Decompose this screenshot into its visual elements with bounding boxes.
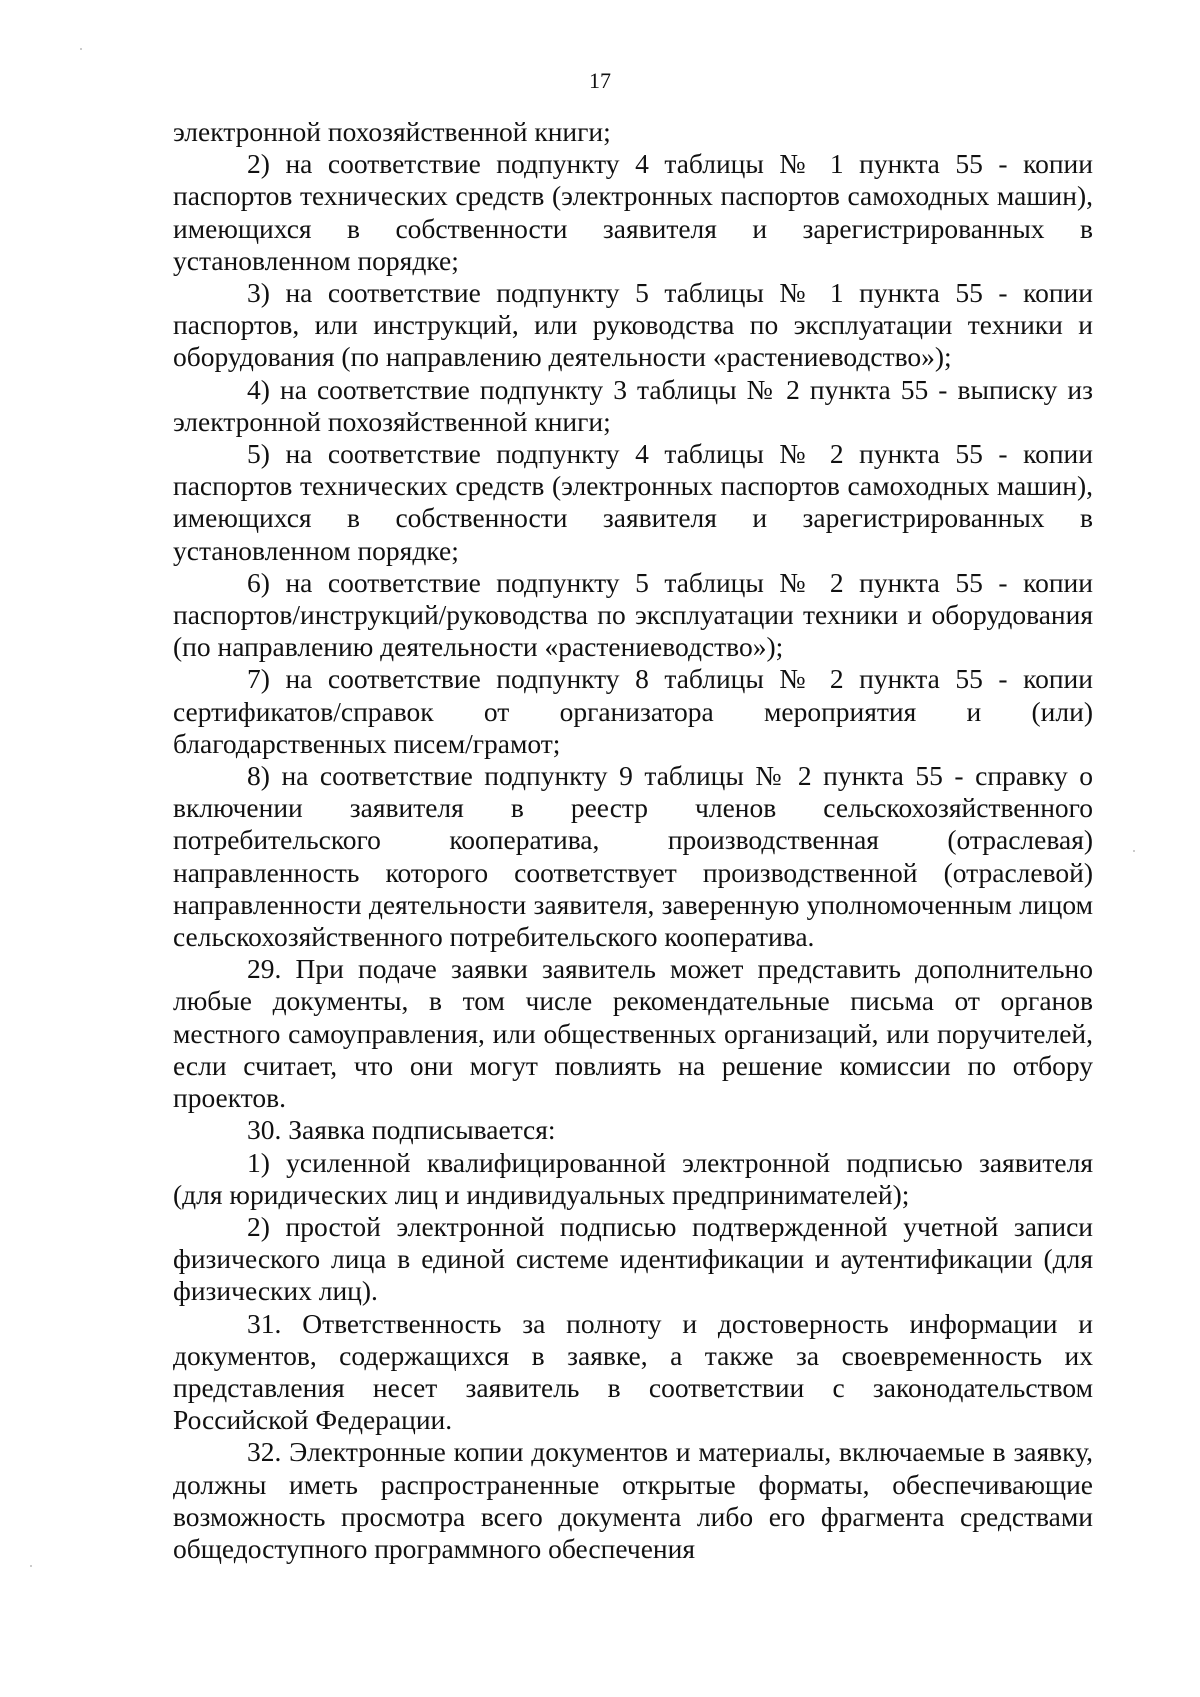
clause-32: 32. Электронные копии документов и материалы, включаемые в заявку, должны иметь распространенные открытые форматы, обеспечивающие возможность просмотра всего документа либо его фрагмента средствами общедоступного программного обеспечения bbox=[173, 1436, 1093, 1564]
list-item-6: 6) на соответствие подпункту 5 таблицы № 2 пункта 55 - копии паспортов/инструкций/руководства по эксплуатации техники и оборудования (по направлению деятельности «растениеводство»); bbox=[173, 566, 1093, 663]
scan-speck bbox=[80, 48, 82, 50]
clause-30: 30. Заявка подписывается: bbox=[247, 1114, 556, 1146]
list-item-8: 8) на соответствие подпункту 9 таблицы № 2 пункта 55 - справку о включении заявителя в реестр членов сельскохозяйственного потребительского кооператива, производственная (отраслевая) направленность которого соответствует производственной (отраслевой) направленности деятельности заявителя, заверенную уполномоченным лицом сельскохозяйственного потребительского кооператива. bbox=[173, 760, 1093, 953]
list-item-7: 7) на соответствие подпункту 8 таблицы № 2 пункта 55 - копии сертификатов/справок от организатора мероприятия и (или) благодарственных писем/грамот; bbox=[173, 663, 1093, 759]
list-item-5: 5) на соответствие подпункту 4 таблицы № 2 пункта 55 - копии паспортов технических средств (электронных паспортов самоходных машин), имеющихся в собственности заявителя и зарегистрированных в установленном порядке; bbox=[173, 438, 1093, 566]
list-item-2: 2) на соответствие подпункту 4 таблицы № 1 пункта 55 - копии паспортов технических средств (электронных паспортов самоходных машин), имеющихся в собственности заявителя и зарегистрированных в установленном порядке; bbox=[173, 148, 1093, 276]
clause-30-item-1: 1) усиленной квалифицированной электронной подписью заявителя (для юридических лиц и индивидуальных предпринимателей); bbox=[173, 1146, 1093, 1210]
paragraph-continuation: электронной похозяйственной книги; bbox=[173, 116, 611, 147]
list-item-3: 3) на соответствие подпункту 5 таблицы № 1 пункта 55 - копии паспортов, или инструкций, или руководства по эксплуатации техники и оборудования (по направлению деятельности «растениеводство»); bbox=[173, 277, 1093, 373]
scan-speck bbox=[30, 1565, 32, 1567]
scan-speck bbox=[1133, 850, 1135, 852]
clause-31: 31. Ответственность за полноту и достоверность информации и документов, содержащихся в заявке, а также за своевременность их представления несет заявитель в соответствии с законодательством Российской Федерации. bbox=[173, 1307, 1093, 1436]
clause-30-item-2: 2) простой электронной подписью подтвержденной учетной записи физического лица в единой системе идентификации и аутентификации (для физических лиц). bbox=[173, 1210, 1093, 1307]
document-body bbox=[173, 116, 1093, 1565]
list-item-4: 4) на соответствие подпункту 3 таблицы № 2 пункта 55 - выписку из электронной похозяйственной книги; bbox=[173, 373, 1093, 437]
clause-29: 29. При подаче заявки заявитель может представить дополнительно любые документы, в том числе рекомендательные письма от органов местного самоуправления, или общественных организаций, или поручителей, если считает, что они могут повлиять на решение комиссии по отбору проектов. bbox=[173, 953, 1093, 1114]
page-number: 17 bbox=[589, 68, 611, 93]
